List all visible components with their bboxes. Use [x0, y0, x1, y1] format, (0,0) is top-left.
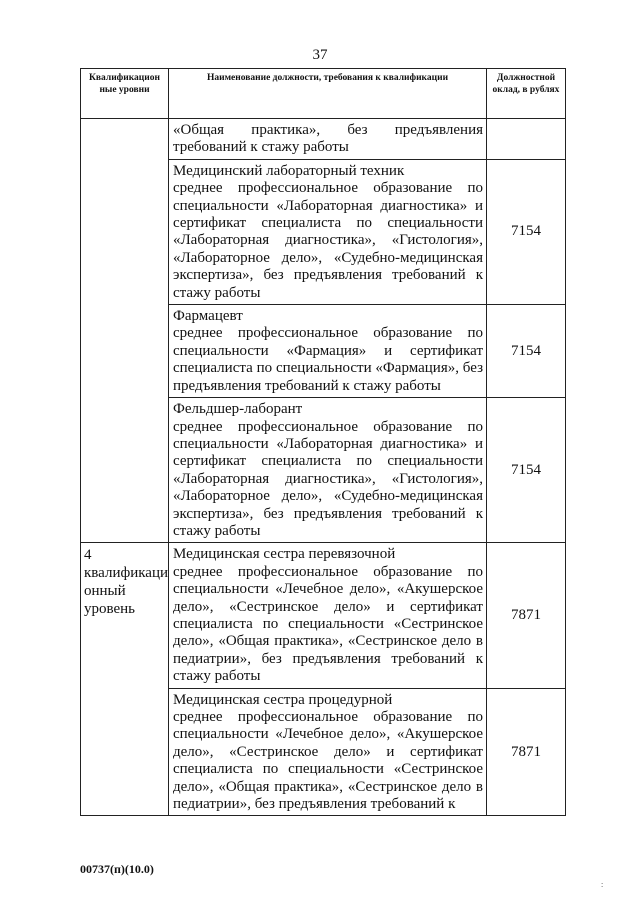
description-line: «Лабораторное дело», «Судебно-медицинская — [173, 249, 483, 266]
salary-cell: 7154 — [487, 159, 566, 304]
salary-cell: 7154 — [487, 398, 566, 543]
table-header-row — [81, 69, 566, 119]
header-position: Наименование должности, требования к квалификации — [169, 69, 487, 119]
salary-cell: 7871 — [487, 543, 566, 688]
qualification-table — [80, 68, 566, 816]
qualification-level-cell — [81, 543, 169, 816]
description-line: сертификат специалиста по специальности — [173, 215, 483, 232]
description-line: Фельдшер-лаборант — [173, 401, 303, 418]
description-line: «Лабораторная диагностика», «Гистология», — [173, 470, 483, 487]
description-line: «Лабораторное дело», «Судебно-медицинская — [173, 488, 483, 505]
description-line: дело», «Общая практика», «Сестринское дело в — [173, 778, 483, 795]
header-salary: Должностной оклад, в рублях — [487, 69, 566, 119]
description-line: специалиста по специальности «Сестринское — [173, 615, 483, 632]
salary-cell: 7871 — [487, 688, 566, 816]
description-line: требований к стажу работы — [173, 139, 349, 156]
level-line: уровень — [84, 601, 136, 618]
level-line: квалификаци — [84, 565, 168, 582]
description-line: дело», «Сестринское дело» и сертификат — [173, 743, 483, 760]
description-line: экспертиза», без предъявления требований к — [173, 505, 483, 522]
salary-cell — [487, 119, 566, 160]
margin-mark: : — [601, 880, 604, 889]
position-description — [169, 688, 487, 816]
description-line: Медицинская сестра перевязочной — [173, 546, 396, 563]
qualification-level-cell — [81, 119, 169, 543]
description-line: стажу работы — [173, 522, 261, 539]
description-line: специальности «Лечебное дело», «Акушерское — [173, 581, 483, 598]
description-line: дело», «Общая практика», «Сестринское дело в — [173, 633, 483, 650]
description-line: педиатрии», без предъявления требований к — [173, 650, 483, 667]
description-line: специальности «Фармация» и сертификат — [173, 342, 483, 359]
level-line: 4 — [84, 547, 92, 564]
header-levels: Квалификацион ные уровни — [81, 69, 169, 119]
description-line: «Общая практика», без предъявления — [173, 122, 483, 138]
description-line: среднее профессиональное образование по — [173, 180, 483, 197]
description-line: специальности «Лечебное дело», «Акушерское — [173, 726, 483, 743]
description-line: специальности «Лабораторная диагностика» и — [173, 197, 483, 214]
table-row — [81, 119, 566, 160]
position-description — [169, 398, 487, 543]
description-line: стажу работы — [173, 668, 261, 685]
description-line: Медицинский лабораторный техник — [173, 162, 405, 179]
description-line: среднее профессиональное образование по — [173, 563, 483, 580]
page-number: 37 — [312, 47, 328, 63]
description-line: стажу работы — [173, 284, 261, 301]
table-row — [81, 543, 566, 688]
description-line: педиатрии», без предъявления требований к — [173, 796, 456, 813]
salary-cell: 7154 — [487, 305, 566, 398]
position-description — [169, 543, 487, 688]
description-line: «Лабораторная диагностика», «Гистология», — [173, 232, 483, 249]
description-line: сертификат специалиста по специальности — [173, 453, 483, 470]
description-line: специалиста по специальности «Фармация», без — [173, 360, 483, 377]
description-line: специальности «Лабораторная диагностика» и — [173, 435, 483, 452]
description-line: среднее профессиональное образование по — [173, 709, 483, 725]
description-line: экспертиза», без предъявления требований к — [173, 267, 483, 284]
position-description — [169, 119, 487, 160]
description-line: специалиста по специальности «Сестринское — [173, 761, 483, 778]
description-line: среднее профессиональное образование по — [173, 418, 483, 435]
position-description — [169, 159, 487, 304]
description-line: среднее профессиональное образование по — [173, 325, 483, 342]
document-code: 00737(п)(10.0) — [80, 862, 154, 876]
description-line: предъявления требований к стажу работы — [173, 377, 441, 394]
description-line: Фармацевт — [173, 308, 243, 325]
position-description — [169, 305, 487, 398]
description-line: Медицинская сестра процедурной — [173, 691, 393, 708]
description-line: дело», «Сестринское дело» и сертификат — [173, 598, 483, 615]
level-line: онный — [84, 583, 126, 600]
